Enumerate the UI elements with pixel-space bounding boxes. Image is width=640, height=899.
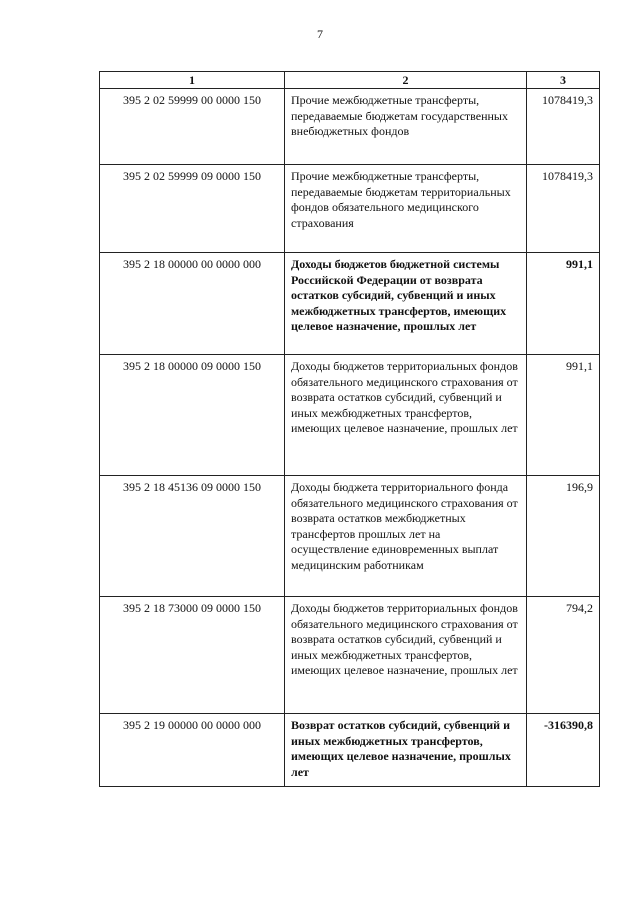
row-value: 794,2 <box>527 597 600 714</box>
row-code: 395 2 18 73000 09 0000 150 <box>100 597 285 714</box>
row-code: 395 2 18 00000 00 0000 000 <box>100 253 285 355</box>
row-name: Доходы бюджетов территориальных фондов обязательного медицинского страхования от возврата остатков субсидий, субвенций и иных межбюджетных трансфертов, имеющих целевое назначение, прошлых лет <box>285 355 527 476</box>
row-name: Доходы бюджета территориального фонда обязательного медицинского страхования от возврата остатков межбюджетных трансфертов прошлых лет на осуществление единовременных выплат медицинским работникам <box>285 476 527 597</box>
row-name: Прочие межбюджетные трансферты, передаваемые бюджетам государственных внебюджетных фондов <box>285 89 527 165</box>
row-value: 1078419,3 <box>527 165 600 253</box>
budget-table <box>99 71 600 787</box>
page-number: 7 <box>317 27 323 41</box>
table-header-row <box>100 72 600 89</box>
table-row <box>100 476 600 597</box>
row-code: 395 2 02 59999 09 0000 150 <box>100 165 285 253</box>
table-row <box>100 714 600 787</box>
row-code: 395 2 18 45136 09 0000 150 <box>100 476 285 597</box>
row-name: Доходы бюджетов бюджетной системы Российской Федерации от возврата остатков субсидий, субвенций и иных межбюджетных трансфертов, имеющих целевое назначение, прошлых лет <box>285 253 527 355</box>
row-name: Доходы бюджетов территориальных фондов обязательного медицинского страхования от возврата остатков субсидий, субвенций и иных межбюджетных трансфертов, имеющих целевое назначение, прошлых лет <box>285 597 527 714</box>
row-name: Возврат остатков субсидий, субвенций и иных межбюджетных трансфертов, имеющих целевое назначение, прошлых лет <box>285 714 527 787</box>
row-value: 991,1 <box>527 355 600 476</box>
row-value: 991,1 <box>527 253 600 355</box>
row-value: 1078419,3 <box>527 89 600 165</box>
table-row <box>100 355 600 476</box>
row-code: 395 2 19 00000 00 0000 000 <box>100 714 285 787</box>
row-code: 395 2 02 59999 00 0000 150 <box>100 89 285 165</box>
row-value: -316390,8 <box>527 714 600 787</box>
table-row <box>100 165 600 253</box>
column-header-1: 1 <box>100 72 285 89</box>
column-header-2: 2 <box>285 72 527 89</box>
row-code: 395 2 18 00000 09 0000 150 <box>100 355 285 476</box>
row-value: 196,9 <box>527 476 600 597</box>
table-row <box>100 253 600 355</box>
row-name: Прочие межбюджетные трансферты, передаваемые бюджетам территориальных фондов обязательного медицинского страхования <box>285 165 527 253</box>
column-header-3: 3 <box>527 72 600 89</box>
table-row <box>100 597 600 714</box>
table-row <box>100 89 600 165</box>
